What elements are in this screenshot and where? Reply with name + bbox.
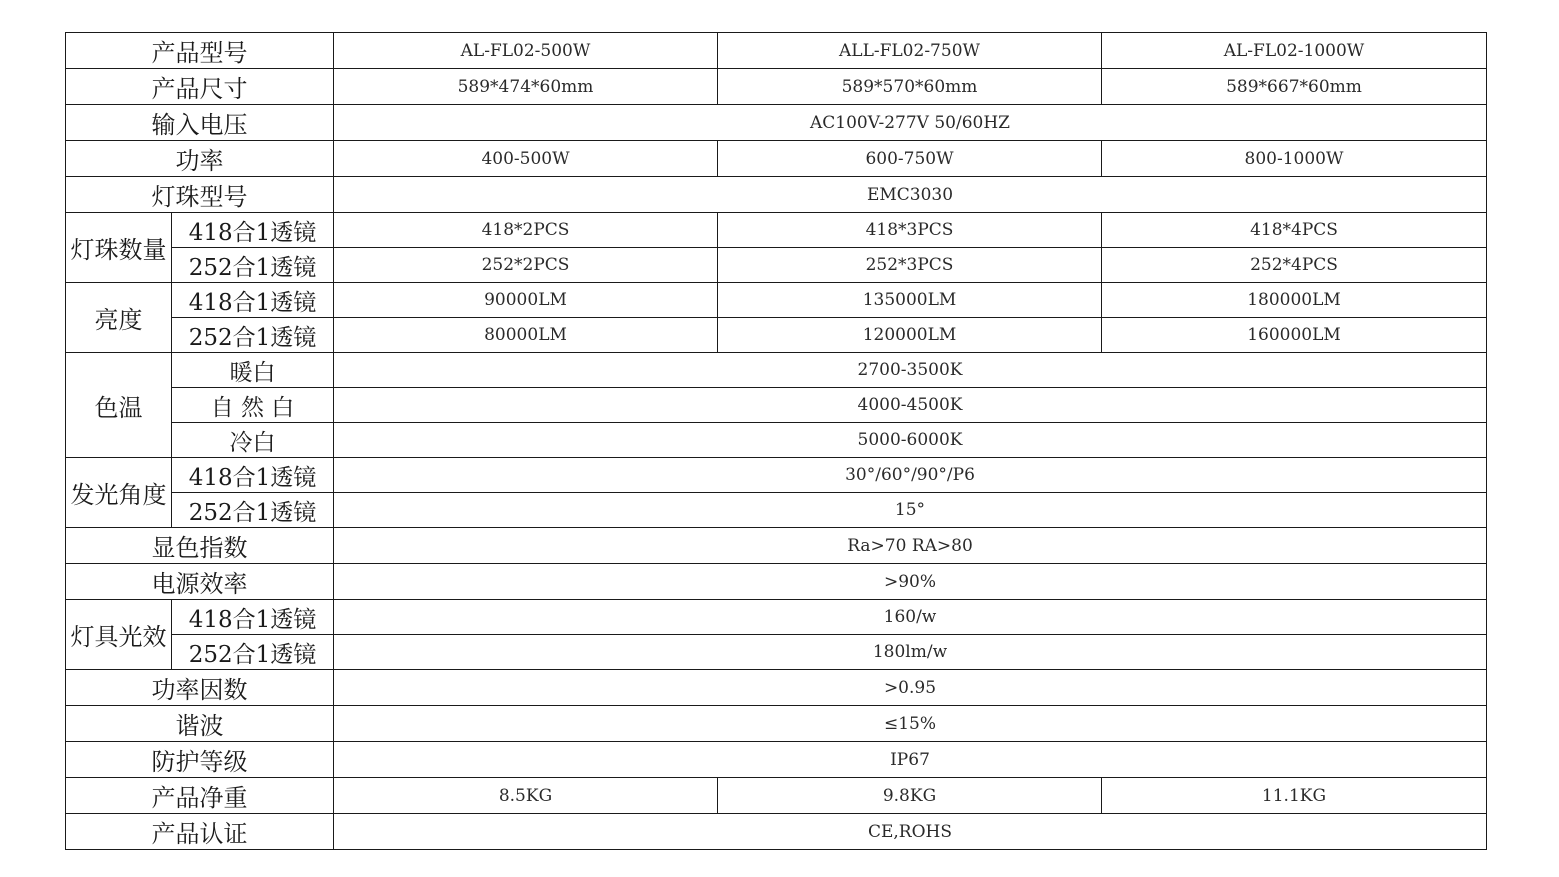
table-row-beam-252	[66, 493, 1487, 528]
cell-brightness-252-750w: 120000LM	[718, 318, 1102, 353]
row-label-cert: 产品认证	[66, 814, 334, 850]
cell-led-qty-418-500w: 418*2PCS	[334, 213, 718, 248]
cell-brightness-252-500w: 80000LM	[334, 318, 718, 353]
cell-ip: IP67	[334, 742, 1487, 778]
cell-power-500w: 400-500W	[334, 141, 718, 177]
cell-beam-418: 30°/60°/90°/P6	[334, 458, 1487, 493]
cell-size-500w: 589*474*60mm	[334, 69, 718, 105]
table-row-pf	[66, 670, 1487, 706]
cell-cct-natural: 4000-4500K	[334, 388, 1487, 423]
table-row-size	[66, 69, 1487, 105]
sub-label-cct-cool: 冷白	[172, 423, 334, 458]
row-label-size: 产品尺寸	[66, 69, 334, 105]
spec-table	[65, 32, 1487, 850]
row-label-led-model: 灯珠型号	[66, 177, 334, 213]
cell-weight-500w: 8.5KG	[334, 778, 718, 814]
cell-efficacy-252: 180lm/w	[334, 635, 1487, 670]
row-label-pf: 功率因数	[66, 670, 334, 706]
cell-size-1000w: 589*667*60mm	[1102, 69, 1487, 105]
cell-led-qty-252-1000w: 252*4PCS	[1102, 248, 1487, 283]
table-row-led-qty-252	[66, 248, 1487, 283]
cell-size-750w: 589*570*60mm	[718, 69, 1102, 105]
table-row-beam-418	[66, 458, 1487, 493]
cell-cct-cool: 5000-6000K	[334, 423, 1487, 458]
cell-led-qty-418-750w: 418*3PCS	[718, 213, 1102, 248]
cell-cri: Ra>70 RA>80	[334, 528, 1487, 564]
table-row-ip	[66, 742, 1487, 778]
table-row-model	[66, 33, 1487, 69]
cell-led-qty-252-750w: 252*3PCS	[718, 248, 1102, 283]
cell-pf: >0.95	[334, 670, 1487, 706]
table-row-cct-natural	[66, 388, 1487, 423]
sub-label-led-qty-418: 418合1透镜	[172, 213, 334, 248]
table-row-efficacy-252	[66, 635, 1487, 670]
table-row-cert	[66, 814, 1487, 850]
cell-brightness-418-1000w: 180000LM	[1102, 283, 1487, 318]
cell-model-500w: AL-FL02-500W	[334, 33, 718, 69]
cell-weight-1000w: 11.1KG	[1102, 778, 1487, 814]
cell-brightness-418-500w: 90000LM	[334, 283, 718, 318]
cell-model-1000w: AL-FL02-1000W	[1102, 33, 1487, 69]
row-label-cct: 色温	[66, 353, 172, 458]
cell-power-1000w: 800-1000W	[1102, 141, 1487, 177]
table-row-voltage	[66, 105, 1487, 141]
row-label-efficacy: 灯具光效	[66, 600, 172, 670]
sub-label-beam-418: 418合1透镜	[172, 458, 334, 493]
row-label-psu-eff: 电源效率	[66, 564, 334, 600]
row-label-model: 产品型号	[66, 33, 334, 69]
sub-label-brightness-418: 418合1透镜	[172, 283, 334, 318]
table-row-brightness-418	[66, 283, 1487, 318]
table-row-power	[66, 141, 1487, 177]
table-row-cct-warm	[66, 353, 1487, 388]
cell-cert: CE,ROHS	[334, 814, 1487, 850]
cell-thd: ≤15%	[334, 706, 1487, 742]
table-row-cri	[66, 528, 1487, 564]
cell-voltage: AC100V-277V 50/60HZ	[334, 105, 1487, 141]
row-label-weight: 产品净重	[66, 778, 334, 814]
cell-power-750w: 600-750W	[718, 141, 1102, 177]
row-label-voltage: 输入电压	[66, 105, 334, 141]
sub-label-led-qty-252: 252合1透镜	[172, 248, 334, 283]
cell-led-model: EMC3030	[334, 177, 1487, 213]
row-label-led-qty: 灯珠数量	[66, 213, 172, 283]
cell-led-qty-252-500w: 252*2PCS	[334, 248, 718, 283]
cell-efficacy-418: 160/w	[334, 600, 1487, 635]
cell-brightness-252-1000w: 160000LM	[1102, 318, 1487, 353]
row-label-cri: 显色指数	[66, 528, 334, 564]
row-label-ip: 防护等级	[66, 742, 334, 778]
row-label-beam: 发光角度	[66, 458, 172, 528]
row-label-brightness: 亮度	[66, 283, 172, 353]
cell-psu-eff: >90%	[334, 564, 1487, 600]
table-row-efficacy-418	[66, 600, 1487, 635]
table-row-brightness-252	[66, 318, 1487, 353]
sub-label-cct-warm: 暖白	[172, 353, 334, 388]
cell-beam-252: 15°	[334, 493, 1487, 528]
row-label-thd: 谐波	[66, 706, 334, 742]
sub-label-efficacy-252: 252合1透镜	[172, 635, 334, 670]
cell-led-qty-418-1000w: 418*4PCS	[1102, 213, 1487, 248]
cell-cct-warm: 2700-3500K	[334, 353, 1487, 388]
sub-label-cct-natural: 自 然 白	[172, 388, 334, 423]
table-row-led-qty-418	[66, 213, 1487, 248]
table-row-led-model	[66, 177, 1487, 213]
table-row-cct-cool	[66, 423, 1487, 458]
cell-brightness-418-750w: 135000LM	[718, 283, 1102, 318]
table-row-psu-eff	[66, 564, 1487, 600]
sub-label-beam-252: 252合1透镜	[172, 493, 334, 528]
table-row-thd	[66, 706, 1487, 742]
table-row-weight	[66, 778, 1487, 814]
cell-weight-750w: 9.8KG	[718, 778, 1102, 814]
sub-label-brightness-252: 252合1透镜	[172, 318, 334, 353]
row-label-power: 功率	[66, 141, 334, 177]
sub-label-efficacy-418: 418合1透镜	[172, 600, 334, 635]
cell-model-750w: ALL-FL02-750W	[718, 33, 1102, 69]
